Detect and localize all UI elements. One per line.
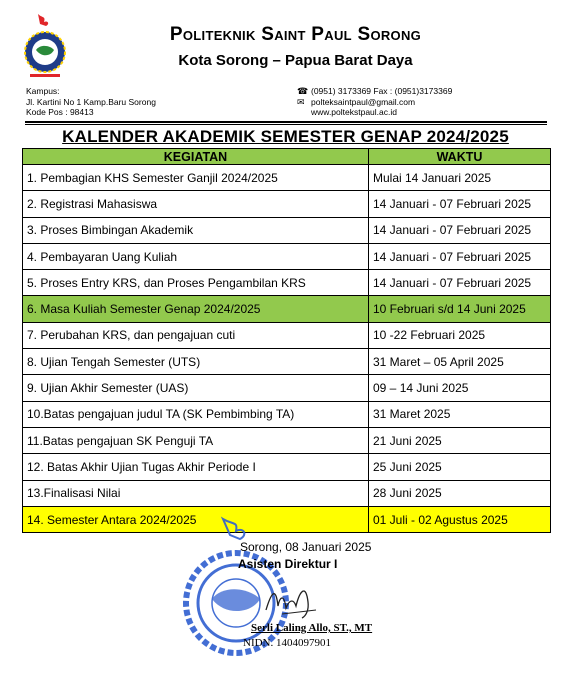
table-row	[23, 243, 551, 269]
activity-cell: 11.Batas pengajuan SK Penguji TA	[23, 427, 369, 453]
contact-info	[297, 86, 452, 118]
activity-cell: 10.Batas pengajuan judul TA (SK Pembimbing TA)	[23, 401, 369, 427]
date-cell: 10 -22 Februari 2025	[369, 322, 551, 348]
table-row	[23, 322, 551, 348]
header-divider	[25, 121, 547, 123]
table-row	[23, 454, 551, 480]
column-header-kegiatan: KEGIATAN	[23, 149, 369, 165]
table-row-highlight-green	[23, 296, 551, 322]
table-row	[23, 349, 551, 375]
date-cell: 09 – 14 Juni 2025	[369, 375, 551, 401]
institution-name: Politeknik Saint Paul Sorong	[169, 24, 422, 45]
phone-number: (0951) 3173369 Fax : (0951)3173369	[311, 86, 453, 96]
institution-city: Kota Sorong – Papua Barat Daya	[178, 52, 413, 69]
date-cell: 14 Januari - 07 Februari 2025	[369, 191, 551, 217]
table-row	[23, 401, 551, 427]
contact-line: Kode Pos : 98413	[26, 107, 94, 117]
calendar-table	[22, 148, 551, 533]
contact-address	[26, 86, 156, 118]
table-row	[23, 480, 551, 506]
table-row	[23, 191, 551, 217]
signature-role: Asisten Direktur I	[238, 557, 338, 571]
activity-cell: 14. Semester Antara 2024/2025	[23, 506, 369, 532]
email-address: polteksaintpaul@gmail.com	[311, 96, 416, 107]
column-header-waktu: WAKTU	[369, 149, 551, 165]
phone-icon: ☎	[297, 86, 309, 96]
activity-cell: 3. Proses Bimbingan Akademik	[23, 217, 369, 243]
date-cell: 14 Januari - 07 Februari 2025	[369, 243, 551, 269]
date-cell: 14 Januari - 07 Februari 2025	[369, 217, 551, 243]
date-cell: 31 Maret 2025	[369, 401, 551, 427]
mail-icon: ✉	[297, 96, 305, 107]
table-row	[23, 217, 551, 243]
table-row	[23, 375, 551, 401]
signatory-name: Serli Laling Allo, ST., MT	[251, 622, 373, 634]
activity-cell: 1. Pembagian KHS Semester Ganjil 2024/2025	[23, 165, 369, 191]
date-cell: Mulai 14 Januari 2025	[369, 165, 551, 191]
date-cell: 28 Juni 2025	[369, 480, 551, 506]
contact-line: Jl. Kartini No 1 Kamp.Baru Sorong	[26, 96, 156, 107]
date-cell: 21 Juni 2025	[369, 427, 551, 453]
table-row	[23, 427, 551, 453]
document-title: KALENDER AKADEMIK SEMESTER GENAP 2024/2025	[62, 127, 509, 146]
website-url: www.poltekstpaul.ac.id	[311, 107, 397, 117]
contact-line: Kampus:	[26, 86, 60, 96]
table-row	[23, 270, 551, 296]
date-cell: 14 Januari - 07 Februari 2025	[369, 270, 551, 296]
signature-place-date: Sorong, 08 Januari 2025	[240, 540, 372, 554]
activity-cell: 2. Registrasi Mahasiswa	[23, 191, 369, 217]
activity-cell: 13.Finalisasi Nilai	[23, 480, 369, 506]
date-cell: 25 Juni 2025	[369, 454, 551, 480]
activity-cell: 8. Ujian Tengah Semester (UTS)	[23, 349, 369, 375]
activity-cell: 4. Pembayaran Uang Kuliah	[23, 243, 369, 269]
table-row	[23, 165, 551, 191]
date-cell: 01 Juli - 02 Agustus 2025	[369, 506, 551, 532]
activity-cell: 12. Batas Akhir Ujian Tugas Akhir Periode I	[23, 454, 369, 480]
activity-cell: 5. Proses Entry KRS, dan Proses Pengambilan KRS	[23, 270, 369, 296]
activity-cell: 7. Perubahan KRS, dan pengajuan cuti	[23, 322, 369, 348]
signatory-nidn: NIDN. 1404097901	[243, 637, 331, 649]
activity-cell: 9. Ujian Akhir Semester (UAS)	[23, 375, 369, 401]
activity-cell: 6. Masa Kuliah Semester Genap 2024/2025	[23, 296, 369, 322]
date-cell: 31 Maret – 05 April 2025	[369, 349, 551, 375]
handwritten-signature	[262, 580, 322, 620]
header-divider-thin	[25, 124, 547, 125]
institution-logo	[20, 12, 70, 82]
date-cell: 10 Februari s/d 14 Juni 2025	[369, 296, 551, 322]
table-header-row	[23, 149, 551, 165]
